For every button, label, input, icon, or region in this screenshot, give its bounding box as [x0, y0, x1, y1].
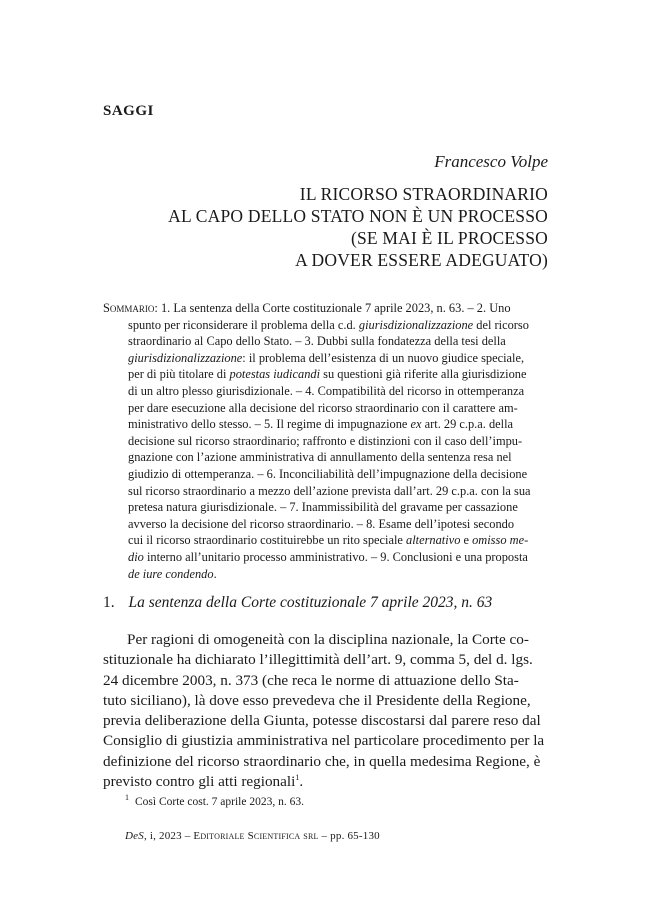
summary-line: cui il ricorso straordinario costituirebbe un rito speciale alternativo e omisso me-: [128, 533, 529, 548]
body-line: definizione del ricorso straordinario che, in quella medesima Regione, è: [103, 752, 541, 770]
summary-line: avverso la decisione del ricorso straordinario. – 8. Esame dell’ipotesi secondo: [128, 516, 515, 531]
title-line: IL RICORSO STRAORDINARIO: [299, 184, 548, 204]
section-number: 1.: [103, 594, 115, 611]
summary-line: spunto per riconsiderare il problema della c.d. giurisdizionalizzazione del ricorso: [128, 317, 529, 332]
body-line: 24 dicembre 2003, n. 373 (che reca le norme di attuazione dello Sta-: [103, 671, 519, 689]
summary-line: giudizio di ottemperanza. – 6. Inconciliabilità dell’impugnazione della decisione: [128, 466, 528, 481]
summary-line: per di più titolare di potestas iudicandi su questioni già riferite alla giurisdizione: [128, 367, 527, 382]
summary-line: ministrativo dello stesso. – 5. Il regime di impugnazione ex art. 29 c.p.a. della: [128, 417, 514, 432]
body-line: tuto siciliano), là dove esso prevedeva che il Presidente della Regione,: [103, 691, 531, 709]
summary-label: Sommario:: [103, 301, 158, 315]
summary-line: per dare esecuzione alla decisione del ricorso straordinario con il carattere am-: [128, 400, 518, 415]
section-heading: [103, 594, 492, 612]
body-line: previa deliberazione della Giunta, potesse discostarsi dal parere reso dal: [103, 712, 541, 730]
title-line: AL CAPO DELLO STATO NON È UN PROCESSO: [168, 206, 548, 226]
footnote-ref[interactable]: 1: [295, 773, 300, 783]
footnote-text: Così Corte cost. 7 aprile 2023, n. 63.: [135, 796, 304, 808]
summary-line: Sommario: 1. La sentenza della Corte costituzionale 7 aprile 2023, n. 63. – 2. Uno: [103, 301, 511, 315]
author-name: Francesco Volpe: [434, 152, 548, 171]
summary-line: gnazione con l’azione amministrativa di annullamento della sentenza resa nel: [128, 450, 512, 465]
summary-line: giurisdizionalizzazione: il problema dell’esistenza di un nuovo giudice speciale,: [128, 350, 525, 365]
title-line: A DOVER ESSERE ADEGUATO): [295, 250, 548, 270]
title-line: (SE MAI È IL PROCESSO: [350, 228, 548, 248]
footer-issue: , i, 2023 –: [143, 830, 194, 842]
body-paragraph: [103, 630, 548, 792]
article-title: [108, 183, 548, 271]
footer-journal: DeS: [125, 830, 144, 842]
summary-line: straordinario al Capo dello Stato. – 3. Dubbi sulla fondatezza della tesi della: [128, 334, 506, 349]
body-line: Per ragioni di omogeneità con la disciplina nazionale, la Corte co-: [127, 631, 529, 648]
footer-publisher: Editoriale Scientifica srl: [193, 830, 319, 842]
summary-block: [103, 300, 548, 582]
section-title: La sentenza della Corte costituzionale 7 aprile 2023, n. 63: [128, 594, 493, 611]
summary-line: decisione sul ricorso straordinario; raffronto e distinzioni con il caso dell’impu-: [128, 433, 523, 448]
body-line: stituzionale ha dichiarato l’illegittimità dell’art. 9, comma 5, del d. lgs.: [103, 651, 533, 669]
body-line: previsto contro gli atti regionali$^1$.: [103, 773, 304, 791]
body-line: Consiglio di giustizia amministrativa nel particolare procedimento per la: [103, 732, 545, 750]
summary-line: di un altro plesso giurisdizionale. – 4. Compatibilità del ricorso in ottemperanza: [128, 383, 525, 398]
page-footer: [125, 830, 380, 842]
footnote: [125, 793, 304, 808]
summary-line: de iure condendo.: [128, 566, 217, 581]
section-label: SAGGI: [103, 103, 154, 119]
footnote-number: 1: [125, 793, 129, 803]
summary-line: dio interno all’unitario processo amministrativo. – 9. Conclusioni e una proposta: [128, 549, 528, 564]
summary-line: sul ricorso straordinario a mezzo dell’azione prevista dall’art. 29 c.p.a. con la sua: [128, 483, 531, 498]
footer-pages: – pp. 65-130: [318, 830, 380, 842]
summary-line: pretesa natura giurisdizionale. – 7. Inammissibilità del gravame per cassazione: [128, 500, 518, 515]
